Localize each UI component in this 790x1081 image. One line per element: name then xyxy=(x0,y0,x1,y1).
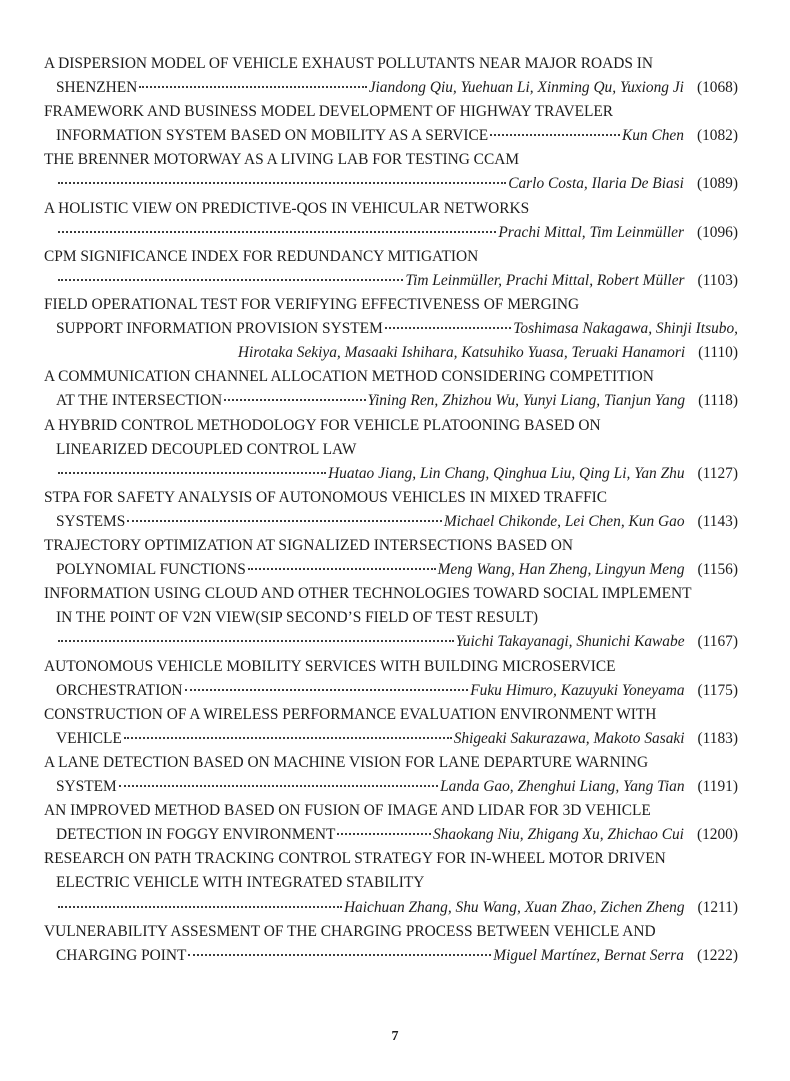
entry-page: (1143) xyxy=(697,513,738,530)
entry-title-continued: IN THE POINT OF V2N VIEW(SIP SECOND’S FIELD OF TEST RESULT) xyxy=(56,609,538,626)
entry-authors: Carlo Costa, Ilaria De Biasi xyxy=(508,175,684,192)
dot-leader xyxy=(248,567,436,570)
entry-page: (1082) xyxy=(696,127,738,144)
entry-title: A HOLISTIC VIEW ON PREDICTIVE-QOS IN VEHICULAR NETWORKS xyxy=(44,200,530,217)
entry-author-line xyxy=(56,221,738,245)
entry-title: A DISPERSION MODEL OF VEHICLE EXHAUST POLLUTANTS NEAR MAJOR ROADS IN xyxy=(44,55,654,72)
entry-authors: Michael Chikonde, Lei Chen, Kun Gao xyxy=(443,513,685,530)
entry-author-line xyxy=(56,558,738,582)
entry-title: FRAMEWORK AND BUSINESS MODEL DEVELOPMENT OF HIGHWAY TRAVELER xyxy=(44,103,614,120)
entry-page: (1211) xyxy=(697,899,738,916)
entry-page: (1089) xyxy=(696,175,738,192)
dot-leader xyxy=(188,953,491,956)
entry-title-continued: ORCHESTRATION xyxy=(56,682,183,699)
entry-authors: Huatao Jiang, Lin Chang, Qinghua Liu, Qing Li, Yan Zhu xyxy=(328,465,685,482)
dot-leader xyxy=(58,181,506,184)
dot-leader xyxy=(490,133,620,136)
entry-authors: Tim Leinmüller, Prachi Mittal, Robert Müller xyxy=(405,272,685,289)
entry-author-line xyxy=(56,317,738,341)
dot-leader xyxy=(224,398,365,401)
entry-title: THE BRENNER MOTORWAY AS A LIVING LAB FOR TESTING CCAM xyxy=(44,151,520,168)
entry-title: RESEARCH ON PATH TRACKING CONTROL STRATEGY FOR IN-WHEEL MOTOR DRIVEN xyxy=(44,850,666,867)
dot-leader xyxy=(119,784,438,787)
entry-authors: Prachi Mittal, Tim Leinmüller xyxy=(498,224,684,241)
entry-page: (1103) xyxy=(697,272,738,289)
entry-author-line xyxy=(56,944,738,968)
entry-authors: Kun Chen xyxy=(621,127,684,144)
dot-leader xyxy=(139,85,366,88)
entry-page: (1175) xyxy=(697,682,738,699)
entry-authors: Fuku Himuro, Kazuyuki Yoneyama xyxy=(470,682,685,699)
entry-title: AUTONOMOUS VEHICLE MOBILITY SERVICES WITH BUILDING MICROSERVICE xyxy=(44,658,616,675)
entry-page: (1096) xyxy=(696,224,738,241)
entry-page: (1222) xyxy=(696,947,738,964)
entry-title-continued: DETECTION IN FOGGY ENVIRONMENT xyxy=(56,826,336,843)
entry-title-continued: SHENZHEN xyxy=(56,79,138,96)
entry-author-line xyxy=(238,341,738,365)
entry-title: FIELD OPERATIONAL TEST FOR VERIFYING EFFECTIVENESS OF MERGING xyxy=(44,296,580,313)
entry-author-line xyxy=(56,76,738,100)
entry-authors: Landa Gao, Zhenghui Liang, Yang Tian xyxy=(440,778,685,795)
dot-leader xyxy=(58,905,342,908)
entry-title-continued: ELECTRIC VEHICLE WITH INTEGRATED STABILITY xyxy=(56,874,425,891)
entry-page: (1110) xyxy=(698,344,738,361)
entry-page: (1156) xyxy=(697,561,738,578)
dot-leader xyxy=(58,471,326,474)
entry-author-line xyxy=(56,896,738,920)
entry-title: AN IMPROVED METHOD BASED ON FUSION OF IMAGE AND LIDAR FOR 3D VEHICLE xyxy=(44,802,651,819)
entry-author-line xyxy=(56,269,738,293)
entry-title-continued: SYSTEMS xyxy=(56,513,126,530)
entry-page: (1183) xyxy=(697,730,738,747)
entry-page: (1191) xyxy=(697,778,738,795)
entry-author-line xyxy=(56,630,738,654)
dot-leader xyxy=(124,736,452,739)
dot-leader xyxy=(58,639,454,642)
entry-page: (1127) xyxy=(697,465,738,482)
entry-author-line xyxy=(56,775,738,799)
entry-authors: Haichuan Zhang, Shu Wang, Xuan Zhao, Zichen Zheng xyxy=(343,899,685,916)
page-number: 7 xyxy=(391,1029,399,1044)
entry-title-continued: VEHICLE xyxy=(56,730,122,747)
entry-authors: Jiandong Qiu, Yuehuan Li, Xinming Qu, Yuxiong Ji xyxy=(368,79,684,96)
dot-leader xyxy=(58,278,403,281)
entry-author-line xyxy=(56,124,738,148)
entry-authors: Miguel Martínez, Bernat Serra xyxy=(493,947,684,964)
entry-authors: Toshimasa Nakagawa, Shinji Itsubo, xyxy=(513,320,738,337)
entry-page: (1068) xyxy=(696,79,738,96)
entry-title-continued: INFORMATION SYSTEM BASED ON MOBILITY AS A SERVICE xyxy=(56,127,489,144)
dot-leader xyxy=(185,688,469,691)
entry-title: TRAJECTORY OPTIMIZATION AT SIGNALIZED INTERSECTIONS BASED ON xyxy=(44,537,573,554)
entry-title: STPA FOR SAFETY ANALYSIS OF AUTONOMOUS VEHICLES IN MIXED TRAFFIC xyxy=(44,489,608,506)
entry-title: A LANE DETECTION BASED ON MACHINE VISION FOR LANE DEPARTURE WARNING xyxy=(44,754,649,771)
entry-title-continued: SYSTEM xyxy=(56,778,117,795)
entry-title: CONSTRUCTION OF A WIRELESS PERFORMANCE EVALUATION ENVIRONMENT WITH xyxy=(44,706,657,723)
dot-leader xyxy=(385,326,511,329)
entry-authors: Yining Ren, Zhizhou Wu, Yunyi Liang, Tianjun Yang xyxy=(367,392,686,409)
dot-leader xyxy=(58,230,496,233)
entry-title: CPM SIGNIFICANCE INDEX FOR REDUNDANCY MITIGATION xyxy=(44,248,479,265)
dot-leader xyxy=(127,519,442,522)
entry-title: A HYBRID CONTROL METHODOLOGY FOR VEHICLE PLATOONING BASED ON xyxy=(44,417,601,434)
entry-title-continued: LINEARIZED DECOUPLED CONTROL LAW xyxy=(56,441,357,458)
entry-page: (1167) xyxy=(697,633,738,650)
entry-title: A COMMUNICATION CHANNEL ALLOCATION METHOD CONSIDERING COMPETITION xyxy=(44,368,654,385)
entry-author-line xyxy=(56,462,738,486)
entry-title-continued: SUPPORT INFORMATION PROVISION SYSTEM xyxy=(56,320,383,337)
entry-title-continued: AT THE INTERSECTION xyxy=(56,392,223,409)
entry-page: (1200) xyxy=(696,826,738,843)
dot-leader xyxy=(337,832,431,835)
entry-author-line xyxy=(56,172,738,196)
entry-authors: Shigeaki Sakurazawa, Makoto Sasaki xyxy=(453,730,685,747)
entry-author-line xyxy=(56,727,738,751)
entry-authors: Hirotaka Sekiya, Masaaki Ishihara, Katsuhiko Yuasa, Teruaki Hanamori xyxy=(237,344,686,361)
entry-author-line xyxy=(56,510,738,534)
entry-authors: Meng Wang, Han Zheng, Lingyun Meng xyxy=(437,561,685,578)
entry-title: INFORMATION USING CLOUD AND OTHER TECHNOLOGIES TOWARD SOCIAL IMPLEMENT xyxy=(44,585,692,602)
entry-authors: Yuichi Takayanagi, Shunichi Kawabe xyxy=(455,633,685,650)
entry-title-continued: CHARGING POINT xyxy=(56,947,187,964)
entry-author-line xyxy=(56,823,738,847)
entry-authors: Shaokang Niu, Zhigang Xu, Zhichao Cui xyxy=(432,826,684,843)
entry-title-continued: POLYNOMIAL FUNCTIONS xyxy=(56,561,246,578)
entry-page: (1118) xyxy=(698,392,738,409)
entry-title: VULNERABILITY ASSESMENT OF THE CHARGING PROCESS BETWEEN VEHICLE AND xyxy=(44,923,656,940)
entry-author-line xyxy=(56,679,738,703)
entry-author-line xyxy=(56,389,738,413)
